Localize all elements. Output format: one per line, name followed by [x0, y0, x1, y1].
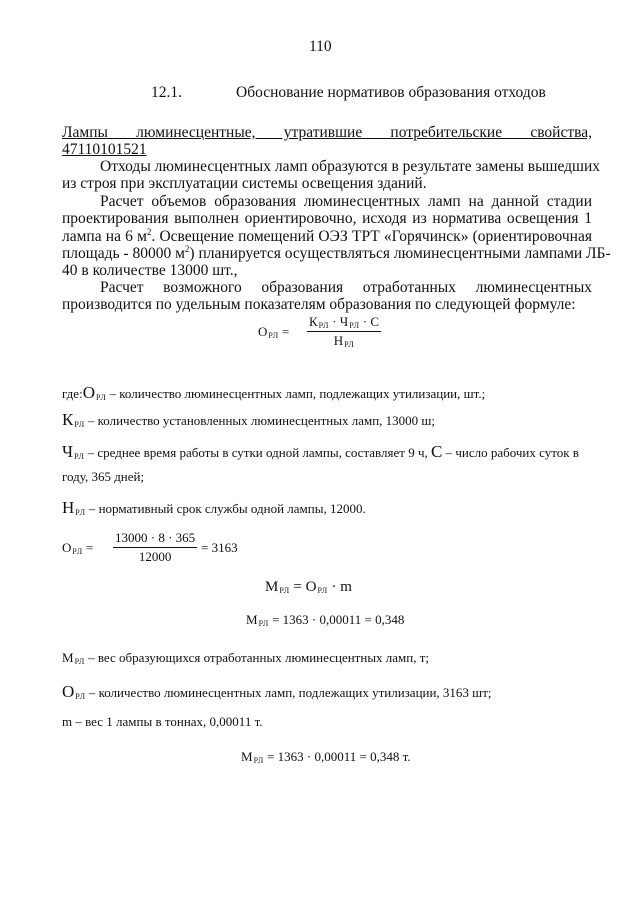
m-final: $М_{РЛ} = 1363 \cdot 0,00011 = 0,348$ т. [241, 749, 411, 765]
formula-fraction: $К_{РЛ} \cdot Ч_{РЛ} \cdot С$ $Н_{РЛ}$ [309, 314, 380, 349]
def2-o: $О_{РЛ}$ – количество люминесцентных ламп, подлежащих утилизации, 3163 шт; [62, 682, 492, 701]
paragraph-3-line-2: производится по удельным показателям образования по следующей формуле: [62, 296, 576, 313]
calc-o-lhs: $О_{РЛ}$ = [62, 540, 94, 556]
paragraph-2-line-1: Расчет объемов образования люминесцентных ламп на данной стадии [100, 193, 592, 210]
paragraph-2-line-4: площадь - 80000 $м^2$) планируется осуществляться люминесцентными лампами ЛБ- [62, 244, 611, 263]
paragraph-2-line-3: лампа на 6 $м^2$. Освещение помещений ОЭЗ ТРТ «Горячинск» (ориентировочная [62, 227, 592, 246]
section-title: Обоснование нормативов образования отходов [236, 84, 546, 101]
section-number: 12.1. [151, 84, 182, 101]
paragraph-2-line-2: проектирования выполнен ориентировочно, исходя из норматива освещения 1 [62, 210, 592, 227]
waste-code: 47110101521 [62, 141, 147, 158]
def2-m: $М_{РЛ}$ – вес образующихся отработанных люминесцентных ламп, т; [62, 650, 430, 666]
paragraph-3-line-1: Расчет возможного образования отработанных люминесцентных [100, 279, 592, 296]
m-calc: $М_{РЛ} = 1363 \cdot 0,00011 = 0,348$ [246, 612, 405, 628]
def-o: $где:О_{РЛ}$ – количество люминесцентных ламп, подлежащих утилизации, шт.; [62, 383, 486, 402]
def-k: $К_{РЛ}$ – количество установленных люминесцентных ламп, 13000 ш; [62, 410, 436, 429]
calc-o-result: = 3163 [201, 540, 238, 555]
paragraph-1-line-2: из строя при эксплуатации системы освещения зданий. [62, 175, 427, 192]
formula-lhs: $О_{РЛ}$ = [258, 324, 290, 340]
def2-mm: m – вес 1 лампы в тоннах, 0,00011 т. [62, 714, 263, 729]
def-n: $Н_{РЛ}$ – нормативный срок службы одной лампы, 12000. [62, 498, 366, 517]
m-formula: $М_{РЛ} = О_{РЛ} \cdot m$ [265, 579, 352, 595]
def-ch: $Ч_{РЛ}$ – среднее время работы в сутки одной лампы, составляет 9 ч, С – число рабочих суток в [62, 442, 579, 461]
page-number: 110 [309, 38, 332, 55]
calc-o-fraction: $\frac{13000 \cdot 8 \cdot 365}{12000}$ [115, 530, 196, 564]
paragraph-1-line-1: Отходы люминесцентных ламп образуются в результате замены вышедших [100, 158, 601, 175]
waste-name: Лампы люминесцентные, утратившие потребительские свойства, [62, 124, 592, 141]
def-ch-cont: году, 365 дней; [62, 469, 145, 484]
paragraph-2-line-5: 40 в количестве 13000 шт., [62, 262, 238, 279]
